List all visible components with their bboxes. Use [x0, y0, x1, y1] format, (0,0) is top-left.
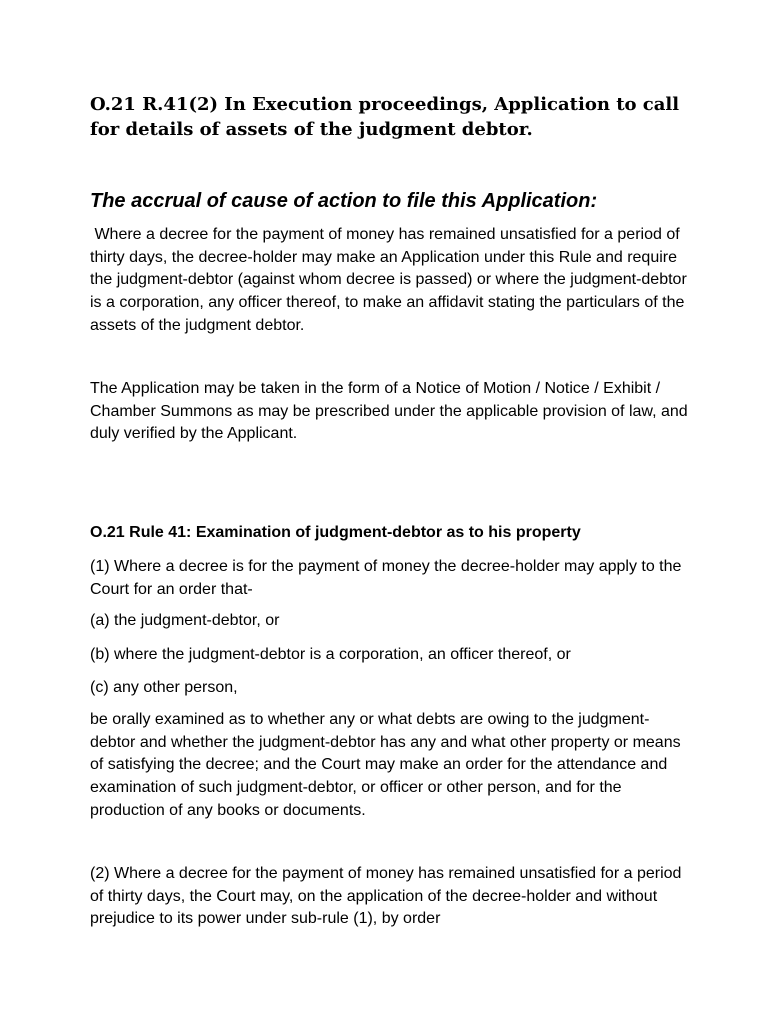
rule-subrule-1: (1) Where a decree is for the payment of money the decree-holder may apply to the Court for an order that- [90, 558, 682, 598]
rule-item-b: (b) where the judgment-debtor is a corporation, an officer thereof, or [90, 646, 571, 663]
rule-heading: O.21 Rule 41: Examination of judgment-debtor as to his property [90, 524, 581, 541]
accrual-subheading: The accrual of cause of action to file this Application: [90, 190, 598, 212]
rule-item-a: (a) the judgment-debtor, or [90, 612, 280, 629]
application-form-paragraph: The Application may be taken in the form of a Notice of Motion / Notice / Exhibit / Chamber Summons as may be prescribed under the applicable provision of law, and duly verified by the Applicant. [90, 380, 688, 443]
accrual-paragraph: Where a decree for the payment of money has remained unsatisfied for a period of thirty days, the decree-holder may make an Application under this Rule and require the judgment-debtor (against whom decree is passed) or where the judgment-debtor is a corporation, any officer thereof, to make an affidavit stating the particulars of the assets of the judgment debtor. [90, 226, 692, 334]
document-title: O.21 R.41(2) In Execution proceedings, Application to call for details of assets of the judgment debtor. [90, 94, 680, 140]
rule-subrule-2: (2) Where a decree for the payment of money has remained unsatisfied for a period of thirty days, the Court may, on the application of the decree-holder and without prejudice to its power under sub-rule (1), by order [90, 865, 682, 928]
rule-examination-paragraph: be orally examined as to whether any or what debts are owing to the judgment- debtor and whether the judgment-debtor has any and what other property or means of satisfying the decree; and the Court may make an order for the attendance and examination of such judgment-debtor, or officer or other person, and for the production of any books or documents. [90, 711, 681, 819]
rule-item-c: (c) any other person, [90, 679, 238, 696]
